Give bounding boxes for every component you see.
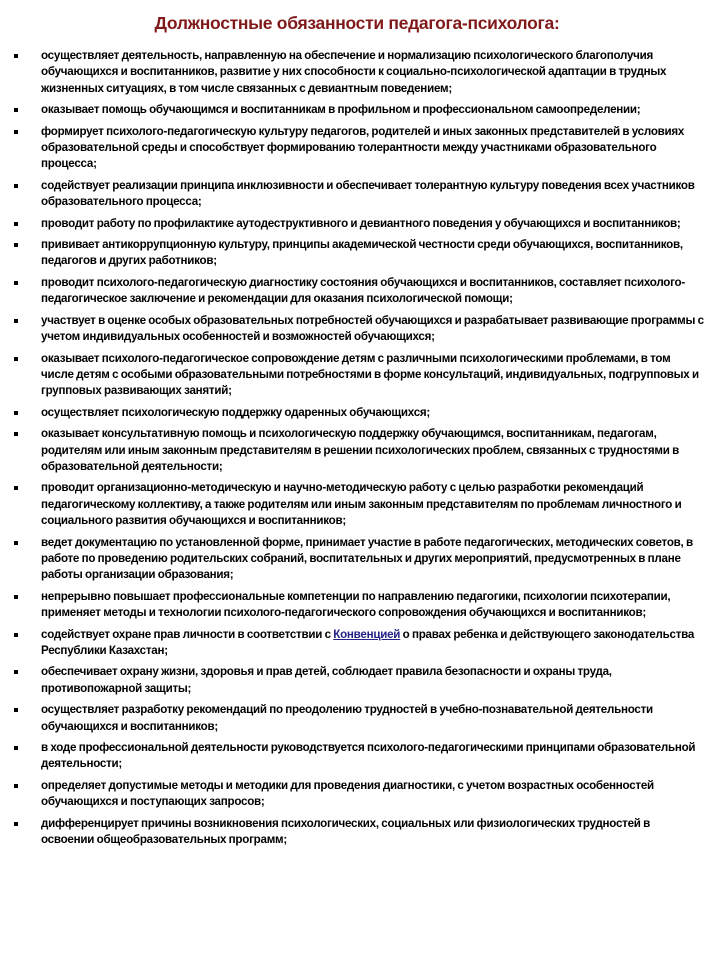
bullet-icon xyxy=(14,54,18,58)
list-item-text: осуществляет разработку рекомендаций по преодолению трудностей в учебно-познавательной деятельности обучающихся и воспитанников; xyxy=(41,703,653,733)
bullet-icon xyxy=(14,184,18,188)
page-title: Должностные обязанности педагога-психолога: xyxy=(154,13,560,33)
list-item xyxy=(0,313,714,346)
list-item-text: непрерывно повышает профессиональные компетенции по направлению педагогики, психологии психотерапии, применяет методы и технологии психолого-педагогического сопровождения обучающихся и воспитанников; xyxy=(41,589,671,620)
bullet-icon xyxy=(14,411,18,415)
list-item-text: обеспечивает охрану жизни, здоровья и прав детей, соблюдает правила безопасности и охраны труда, противопожарной защиты; xyxy=(41,665,612,695)
list-item-text: содействует реализации принципа инклюзивности и обеспечивает толерантную культуру поведения всех участников образовательного процесса; xyxy=(41,178,695,209)
list-item xyxy=(0,535,714,584)
list-item-text: в ходе профессиональной деятельности руководствуется психолого-педагогическими принципами образовательной деятельности; xyxy=(41,741,696,771)
list-item-text: оказывает психолого-педагогическое сопровождение детям с различными психологическими проблемами, в том числе детям с особыми образовательными потребностями в форме консультаций, индивидуальных, подгрупповых и групповых развивающих занятий; xyxy=(41,351,699,398)
list-item xyxy=(0,426,714,475)
list-item-with-link xyxy=(0,627,714,660)
list-item xyxy=(0,740,714,773)
list-item xyxy=(0,178,714,211)
bullet-icon xyxy=(14,670,18,674)
list-item xyxy=(0,664,714,697)
bullet-icon xyxy=(14,784,18,788)
list-item-text: оказывает консультативную помощь и психологическую поддержку обучающимся, воспитанникам, педагогам, родителям или иным законным представителям в решении психологических проблем, связанных с трудностями в образовательной деятельности; xyxy=(41,427,679,473)
duties-list xyxy=(0,48,714,848)
list-item-text: оказывает помощь обучающимся и воспитанникам в профильном и профессиональном самоопределении; xyxy=(41,103,641,117)
list-item-text: осуществляет психологическую поддержку одаренных обучающихся; xyxy=(41,405,431,419)
convention-link[interactable]: Конвенцией xyxy=(333,627,401,641)
list-item-text: о правах ребенка и действующего законодательства Республики Казахстан; xyxy=(41,627,695,657)
list-item xyxy=(0,351,714,400)
bullet-icon xyxy=(14,432,18,436)
bullet-icon xyxy=(14,222,18,226)
list-item xyxy=(0,816,714,849)
list-item xyxy=(0,778,714,811)
list-item xyxy=(0,102,714,118)
list-item-text: прививает антикоррупционную культуру, принципы академической честности среди обучающихся, воспитанников, педагогов и других работников; xyxy=(41,238,683,268)
list-item xyxy=(0,237,714,270)
bullet-icon xyxy=(14,746,18,750)
list-item-text: определяет допустимые методы и методики для проведения диагностики, с учетом возрастных особенностей обучающихся и поступающих запросов; xyxy=(41,778,654,809)
list-item xyxy=(0,216,714,232)
bullet-icon xyxy=(14,281,18,285)
list-item-text: проводит работу по профилактике аутодеструктивного и девиантного поведения у обучающихся и воспитанников; xyxy=(41,216,681,230)
list-item-text: проводит психолого-педагогическую диагностику состояния обучающихся и воспитанников, составляет психолого-педагогическое заключение и рекомендации для оказания психологической помощи; xyxy=(41,275,685,306)
bullet-icon xyxy=(14,130,18,134)
bullet-icon xyxy=(14,319,18,323)
bullet-icon xyxy=(14,486,18,490)
list-item xyxy=(0,589,714,622)
list-item-text: ведет документацию по установленной форме, принимает участие в работе педагогических, методических советов, в работе по проведению родительских собраний, воспитательных и других мероприятий, предусмотренных в плане работы организации образования; xyxy=(41,535,693,582)
list-item xyxy=(0,48,714,97)
list-item-text: проводит организационно-методическую и научно-методическую работу с целью разработки рекомендаций педагогическому коллективу, а также родителям или иным законным представителям по проблемам личностного и социального развития обучающихся и воспитанников; xyxy=(41,481,682,528)
list-item-text: формирует психолого-педагогическую культуру педагогов, родителей и иных законных представителей в условиях образовательной среды и способствует формированию толерантности между участниками образовательного процесса; xyxy=(41,124,685,171)
list-item-text: участвует в оценке особых образовательных потребностей обучающихся и разрабатывает развивающие программы с учетом индивидуальных особенностей и возможностей обучающихся; xyxy=(41,313,704,344)
list-item-text: дифференцирует причины возникновения психологических, социальных или физиологических трудностей в освоении общеобразовательных программ; xyxy=(41,816,651,847)
list-item xyxy=(0,702,714,735)
bullet-icon xyxy=(14,243,18,247)
bullet-icon xyxy=(14,708,18,712)
bullet-icon xyxy=(14,822,18,826)
bullet-icon xyxy=(14,108,18,112)
bullet-icon xyxy=(14,357,18,361)
bullet-icon xyxy=(14,633,18,637)
bullet-icon xyxy=(14,541,18,545)
list-item xyxy=(0,405,714,421)
bullet-icon xyxy=(14,595,18,599)
list-item-text: осуществляет деятельность, направленную на обеспечение и нормализацию психологического благополучия обучающихся и воспитанников, развитие у них способности к социально-психологической адаптации в трудных жизненных ситуациях, в том числе связанных с девиантным поведением; xyxy=(41,49,667,95)
list-item xyxy=(0,124,714,173)
list-item xyxy=(0,275,714,308)
list-item-text: содействует охране прав личности в соответствии с xyxy=(41,627,334,641)
list-item xyxy=(0,480,714,529)
